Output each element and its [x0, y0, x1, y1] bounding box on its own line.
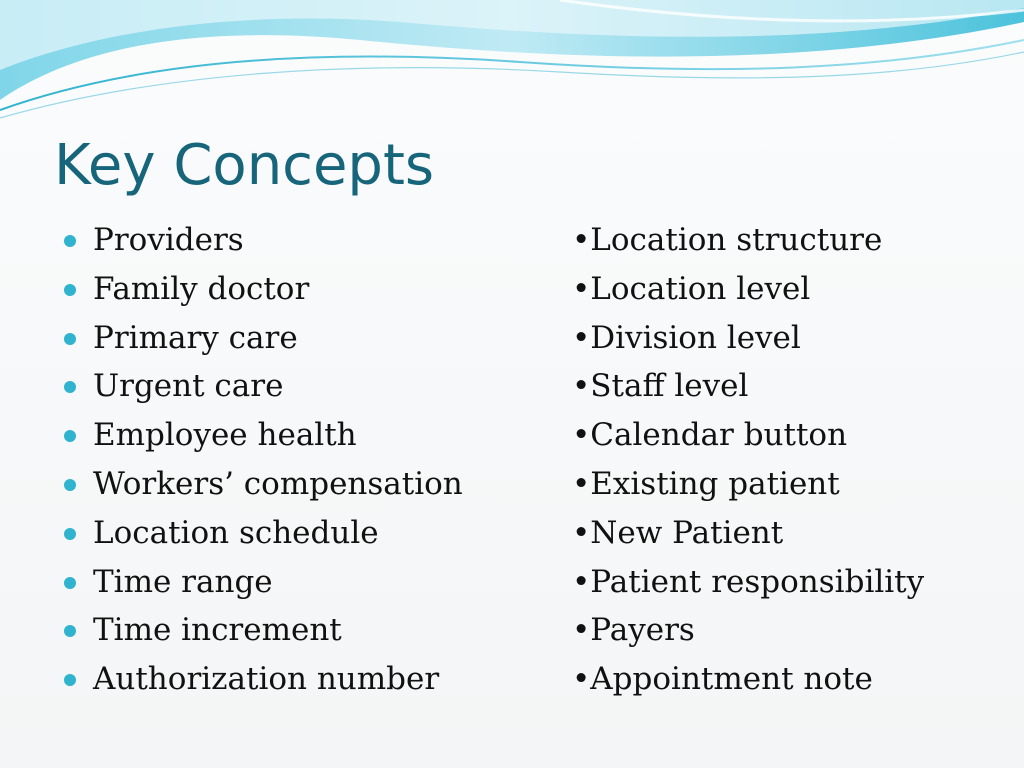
bullet-dot-icon [64, 381, 76, 393]
list-item [62, 509, 532, 558]
list-item [62, 460, 532, 509]
bullet-dot-icon [64, 235, 76, 247]
list-item-label: Workers’ compensation [93, 465, 463, 502]
list-item [62, 362, 532, 411]
slide-title: Key Concepts [54, 133, 435, 198]
list-item: •Division level [572, 319, 801, 356]
bullet-dot-icon [64, 479, 76, 491]
list-item: •Patient responsibility [572, 563, 925, 600]
list-item [62, 265, 532, 314]
list-item-label: Employee health [93, 417, 357, 454]
list-item: •Location level [572, 270, 811, 307]
list-item-label: Primary care [93, 319, 298, 356]
list-item [62, 655, 532, 704]
right-concept-list [572, 216, 1012, 704]
list-item-label: Time range [93, 563, 273, 600]
list-item [62, 606, 532, 655]
list-item: •Calendar button [572, 417, 848, 454]
list-item [62, 558, 532, 607]
bullet-dot-icon [64, 333, 76, 345]
list-item [62, 314, 532, 363]
list-item-label: Providers [93, 222, 244, 258]
list-item: •Existing patient [572, 465, 840, 502]
list-item: •Appointment note [572, 661, 873, 698]
bullet-dot-icon [64, 625, 76, 637]
list-item [62, 411, 532, 460]
list-item: •Staff level [572, 368, 749, 405]
bullet-dot-icon [64, 577, 76, 589]
list-item-label: Family doctor [93, 270, 310, 307]
list-item: •Location structure [572, 222, 883, 258]
list-item-label: Location schedule [93, 514, 379, 551]
bullet-dot-icon [64, 674, 76, 686]
bullet-dot-icon [64, 528, 76, 540]
bullet-dot-icon [64, 430, 76, 442]
list-item [62, 216, 532, 265]
list-item: •Payers [572, 612, 695, 649]
list-item-label: Authorization number [93, 661, 440, 698]
bullet-dot-icon [64, 284, 76, 296]
list-item-label: Urgent care [93, 368, 284, 405]
list-item: •New Patient [572, 514, 784, 551]
list-item-label: Time increment [93, 612, 342, 649]
decorative-wave-header [0, 0, 1024, 130]
left-concept-list [62, 216, 532, 704]
